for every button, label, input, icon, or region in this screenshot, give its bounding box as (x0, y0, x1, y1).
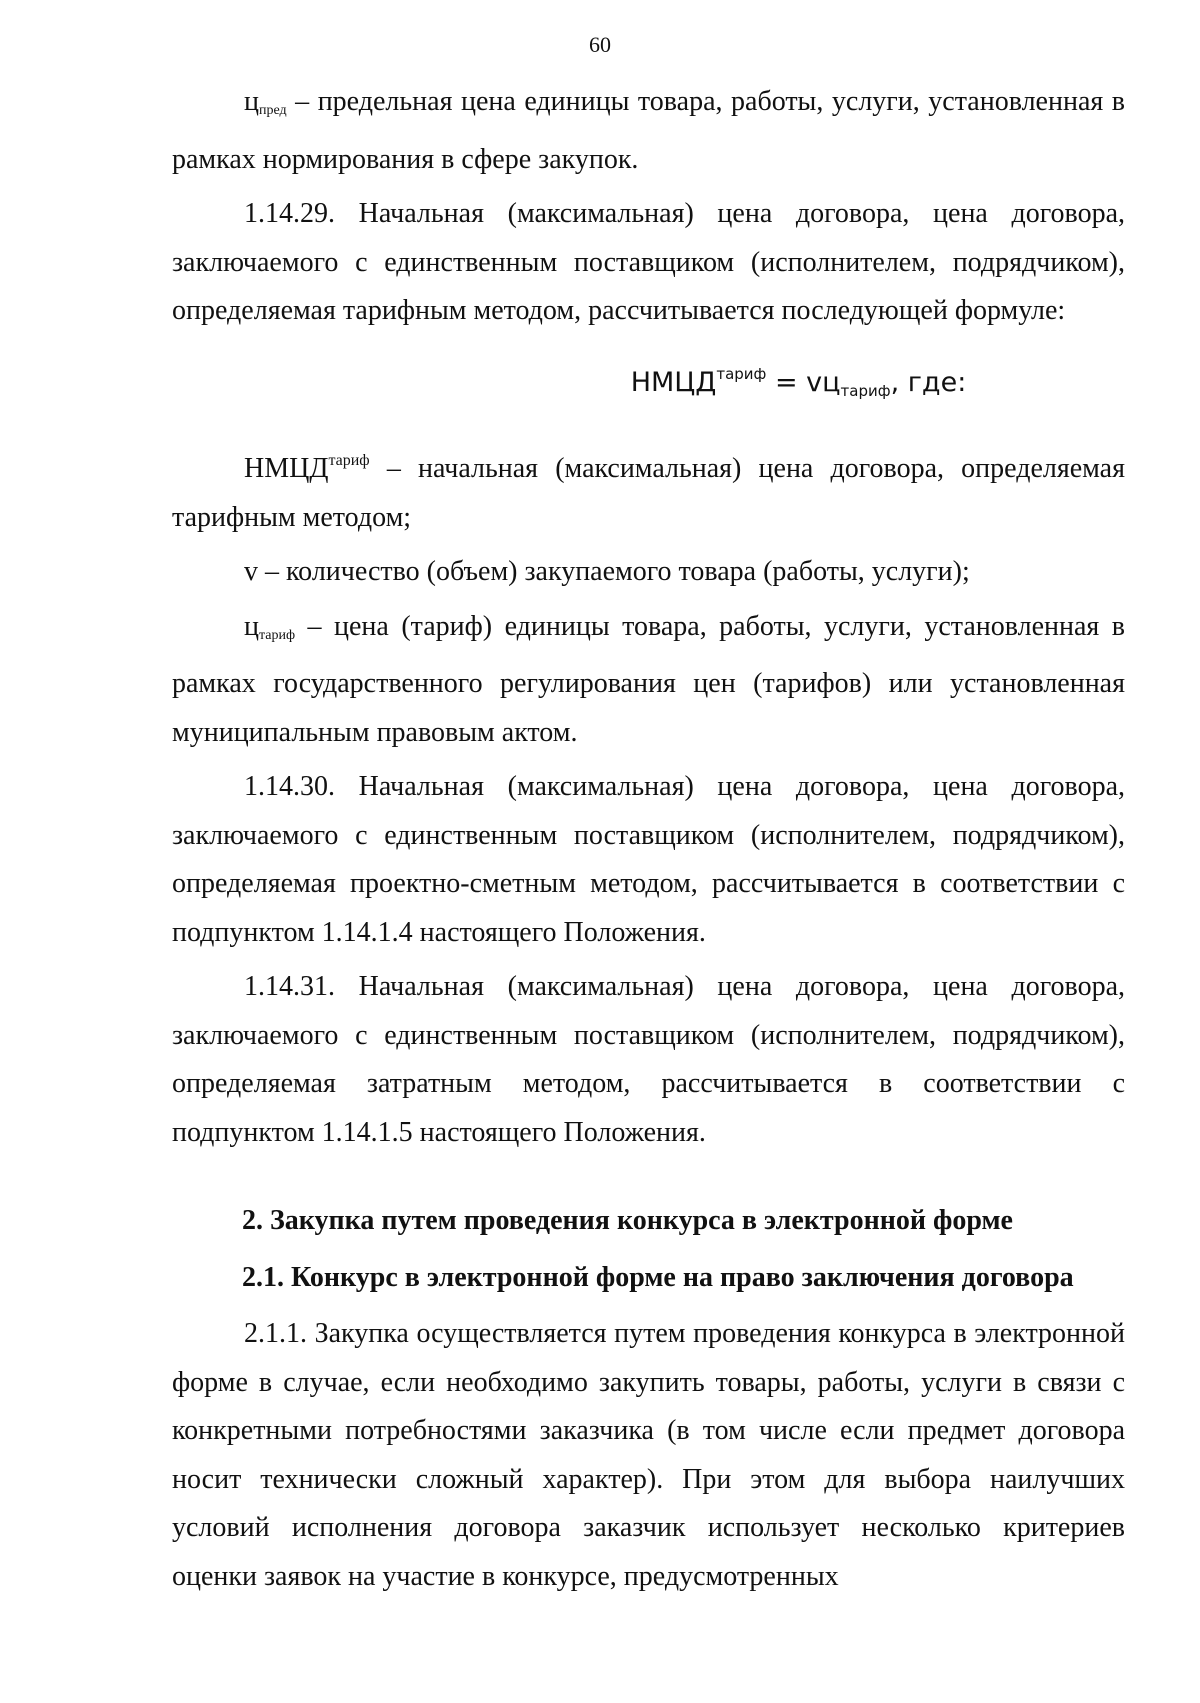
formula-nmcd-tarif (172, 350, 1125, 416)
section-heading-2-1: 2.1. Конкурс в электронной форме на право заключения договора (242, 1261, 1074, 1293)
formula-lhs-superscript: тариф (716, 364, 767, 383)
page-number: 60 (589, 32, 611, 57)
page-body (172, 78, 1125, 1601)
formula-equals: = vц (766, 366, 841, 398)
definition-text: – начальная (максимальная) цена договора, определяемая тарифным методом; (172, 453, 1125, 533)
paragraph-1-14-31: 1.14.31. Начальная (максимальная) цена договора, цена договора, заключаемого с единственным поставщиком (исполнителем, подрядчиком), определяемая затратным методом, рассчитывается в соответствии с подпунктом 1.14.1.5 настоящего Положения. (172, 971, 1125, 1148)
definition-v: v – количество (объем) закупаемого товара (работы, услуги); (244, 556, 970, 587)
paragraph-1-14-29: 1.14.29. Начальная (максимальная) цена договора, цена договора, заключаемого с единственным поставщиком (исполнителем, подрядчиком), определяемая тарифным методом, рассчитывается последующей формуле: (172, 198, 1125, 326)
paragraph-1-14-30: 1.14.30. Начальная (максимальная) цена договора, цена договора, заключаемого с единственным поставщиком (исполнителем, подрядчиком), определяемая проектно-сметным методом, рассчитывается в соответствии с подпунктом 1.14.1.4 настоящего Положения. (172, 771, 1125, 948)
symbol-subscript: пред (258, 103, 287, 118)
definition-text: – цена (тариф) единицы товара, работы, услуги, установленная в рамках государственного регулирования цен (тарифов) или установленная муниципальным правовым актом. (172, 610, 1125, 748)
symbol-c: ц (244, 86, 259, 117)
symbol-nmcd: НМЦД (244, 453, 329, 484)
symbol-superscript: тариф (328, 452, 370, 469)
formula-tail: , где: (890, 366, 967, 398)
symbol-c: ц (244, 610, 259, 642)
paragraph-2-1-1: 2.1.1. Закупка осуществляется путем проведения конкурса в электронной форме в случае, если необходимо закупить товары, работы, услуги в связи с конкретными потребностями заказчика (в том числе если предмет договора носит технически сложный характер). При этом для выбора наилучших условий исполнения договора заказчик использует несколько критериев оценки заявок на участие в конкурсе, предусмотренных (172, 1318, 1125, 1592)
symbol-subscript: тариф (258, 627, 296, 643)
definition-c-tarif (172, 603, 1125, 758)
formula-lhs: НМЦД (630, 366, 717, 398)
formula-rhs-subscript: тариф (840, 381, 891, 400)
definition-nmcd (172, 437, 1125, 542)
definition-text: – предельная цена единицы товара, работы, услуги, установленная в рамках нормирования в сфере закупок. (172, 86, 1125, 175)
section-heading-2: 2. Закупка путем проведения конкурса в электронной форме (242, 1205, 1013, 1236)
definition-c-pred (172, 78, 1125, 184)
